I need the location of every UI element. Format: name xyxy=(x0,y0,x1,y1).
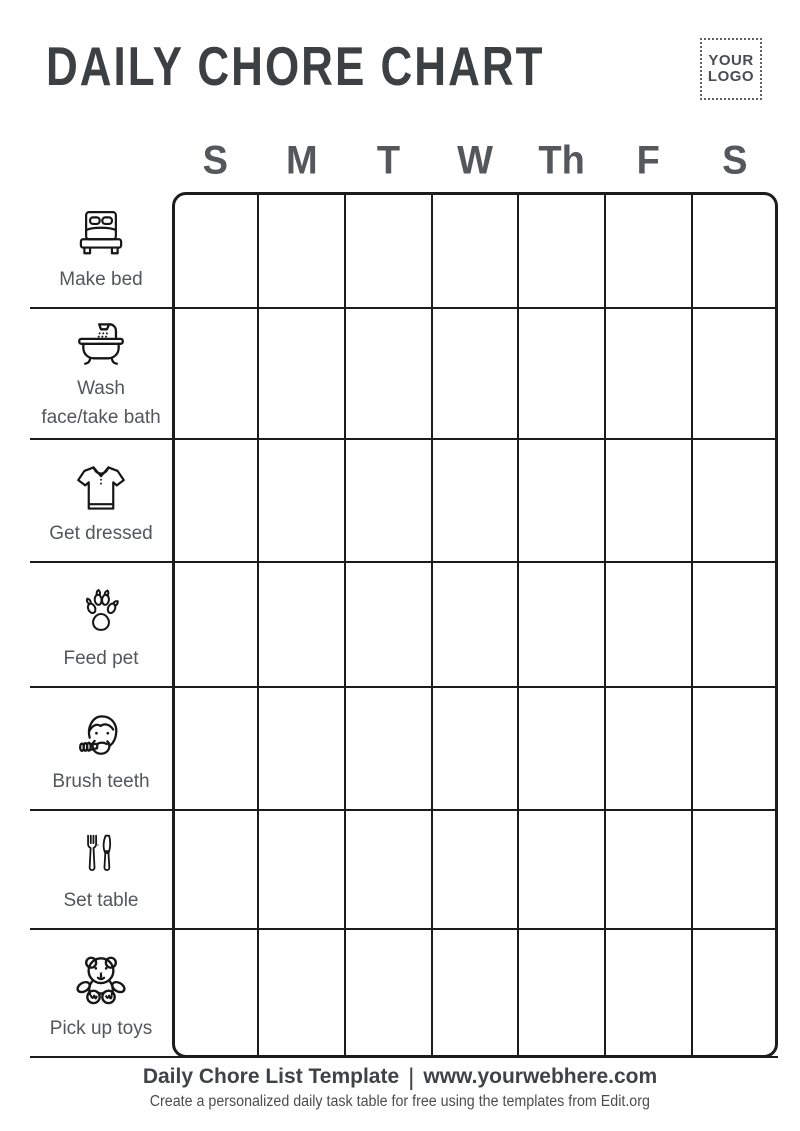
chore-cell[interactable] xyxy=(344,192,431,307)
chore-cell[interactable] xyxy=(431,192,518,307)
chore-label-text: Set table xyxy=(63,889,139,911)
chore-cell[interactable] xyxy=(257,192,344,307)
chore-cell[interactable] xyxy=(344,811,431,928)
chore-cell[interactable] xyxy=(172,811,257,928)
chore-cell[interactable] xyxy=(431,309,518,438)
chore-cell[interactable] xyxy=(517,688,604,809)
chore-cell[interactable] xyxy=(691,192,778,307)
chore-cell[interactable] xyxy=(691,688,778,809)
chore-cell[interactable] xyxy=(257,930,344,1056)
chore-cell[interactable] xyxy=(257,688,344,809)
day-header-tuesday: T xyxy=(376,138,401,183)
chore-cell[interactable] xyxy=(604,563,691,686)
chore-cell[interactable] xyxy=(604,811,691,928)
chore-cell[interactable] xyxy=(517,930,604,1056)
chore-cell[interactable] xyxy=(172,563,257,686)
chore-cell[interactable] xyxy=(604,440,691,561)
chore-row-set-table xyxy=(30,811,778,930)
chore-cell[interactable] xyxy=(431,563,518,686)
day-header-row xyxy=(172,122,778,186)
logo-placeholder[interactable] xyxy=(700,38,762,100)
bathtub-shower-icon xyxy=(70,313,132,371)
teddy-bear-icon xyxy=(70,951,132,1011)
chore-row-feed-pet xyxy=(30,563,778,688)
fork-knife-icon xyxy=(78,825,124,883)
chore-cell[interactable] xyxy=(431,688,518,809)
chore-row-get-dressed xyxy=(30,440,778,563)
day-header-thursday: Th xyxy=(538,138,585,183)
chore-cell[interactable] xyxy=(691,309,778,438)
chore-cell[interactable] xyxy=(604,688,691,809)
chore-cell[interactable] xyxy=(691,440,778,561)
chore-cell[interactable] xyxy=(431,811,518,928)
logo-text-line1: YOUR xyxy=(708,51,754,69)
chore-cell[interactable] xyxy=(431,440,518,561)
day-header-friday: F xyxy=(636,138,660,183)
day-header-monday: M xyxy=(286,138,318,183)
page-title: DAILY CHORE CHART xyxy=(46,36,545,98)
chore-cell[interactable] xyxy=(344,930,431,1056)
chore-cell[interactable] xyxy=(344,563,431,686)
chore-cell[interactable] xyxy=(257,811,344,928)
paw-print-icon xyxy=(75,583,127,641)
chore-cell[interactable] xyxy=(172,192,257,307)
chore-cell[interactable] xyxy=(257,309,344,438)
chore-cell[interactable] xyxy=(604,309,691,438)
chore-label-text: Brush teeth xyxy=(52,770,150,792)
chore-cell[interactable] xyxy=(344,440,431,561)
chore-cell[interactable] xyxy=(691,811,778,928)
chore-cell[interactable] xyxy=(172,930,257,1056)
chore-cell[interactable] xyxy=(344,688,431,809)
chore-label-text: Make bed xyxy=(59,268,143,290)
day-header-sunday: S xyxy=(202,138,228,183)
footer-template-name: Daily Chore List Template xyxy=(142,1065,400,1088)
chore-cell[interactable] xyxy=(691,563,778,686)
chore-cell[interactable] xyxy=(172,309,257,438)
chore-label-wash-face xyxy=(30,309,172,438)
chore-cell[interactable] xyxy=(691,930,778,1056)
day-header-wednesday: W xyxy=(457,138,493,183)
chore-table xyxy=(30,192,778,1058)
chore-label-feed-pet xyxy=(30,563,172,686)
chore-row-make-bed xyxy=(30,192,778,309)
footer-description-text: Create a personalized daily task table for free using the templates from Edit.org xyxy=(149,1093,651,1110)
chore-row-pick-up-toys xyxy=(30,930,778,1058)
footer-description-line xyxy=(0,1093,800,1111)
chore-cell[interactable] xyxy=(604,930,691,1056)
brush-teeth-icon xyxy=(69,706,133,764)
chore-label-make-bed xyxy=(30,192,172,307)
footer xyxy=(0,1062,800,1111)
footer-credit-line xyxy=(0,1062,800,1090)
logo-text-line2: LOGO xyxy=(707,68,755,85)
chore-cell[interactable] xyxy=(257,440,344,561)
chore-row-brush-teeth xyxy=(30,688,778,811)
day-header-saturday: S xyxy=(722,138,748,183)
footer-website-url: www.yourwebhere.com xyxy=(423,1065,658,1088)
polo-shirt-icon xyxy=(73,460,129,516)
chore-row-wash-face xyxy=(30,309,778,440)
chore-label-brush-teeth xyxy=(30,688,172,809)
chore-cell[interactable] xyxy=(517,811,604,928)
chore-label-pick-up-toys xyxy=(30,930,172,1056)
chore-cell[interactable] xyxy=(517,563,604,686)
chore-label-text: Feed pet xyxy=(63,647,139,669)
chore-cell[interactable] xyxy=(257,563,344,686)
chore-cell[interactable] xyxy=(172,688,257,809)
bed-icon xyxy=(71,206,131,262)
chore-label-set-table xyxy=(30,811,172,928)
chore-cell[interactable] xyxy=(517,309,604,438)
chore-cell[interactable] xyxy=(604,192,691,307)
footer-separator: | xyxy=(408,1064,415,1091)
chore-cell[interactable] xyxy=(431,930,518,1056)
chore-label-text: Pick up toys xyxy=(49,1017,153,1039)
chore-cell[interactable] xyxy=(172,440,257,561)
chore-label-text: Wash xyxy=(77,377,125,399)
chore-label-text-2: face/take bath xyxy=(41,406,161,428)
chore-label-text: Get dressed xyxy=(49,522,153,544)
chore-cell[interactable] xyxy=(517,440,604,561)
chore-label-get-dressed xyxy=(30,440,172,561)
chore-cell[interactable] xyxy=(517,192,604,307)
chore-cell[interactable] xyxy=(344,309,431,438)
